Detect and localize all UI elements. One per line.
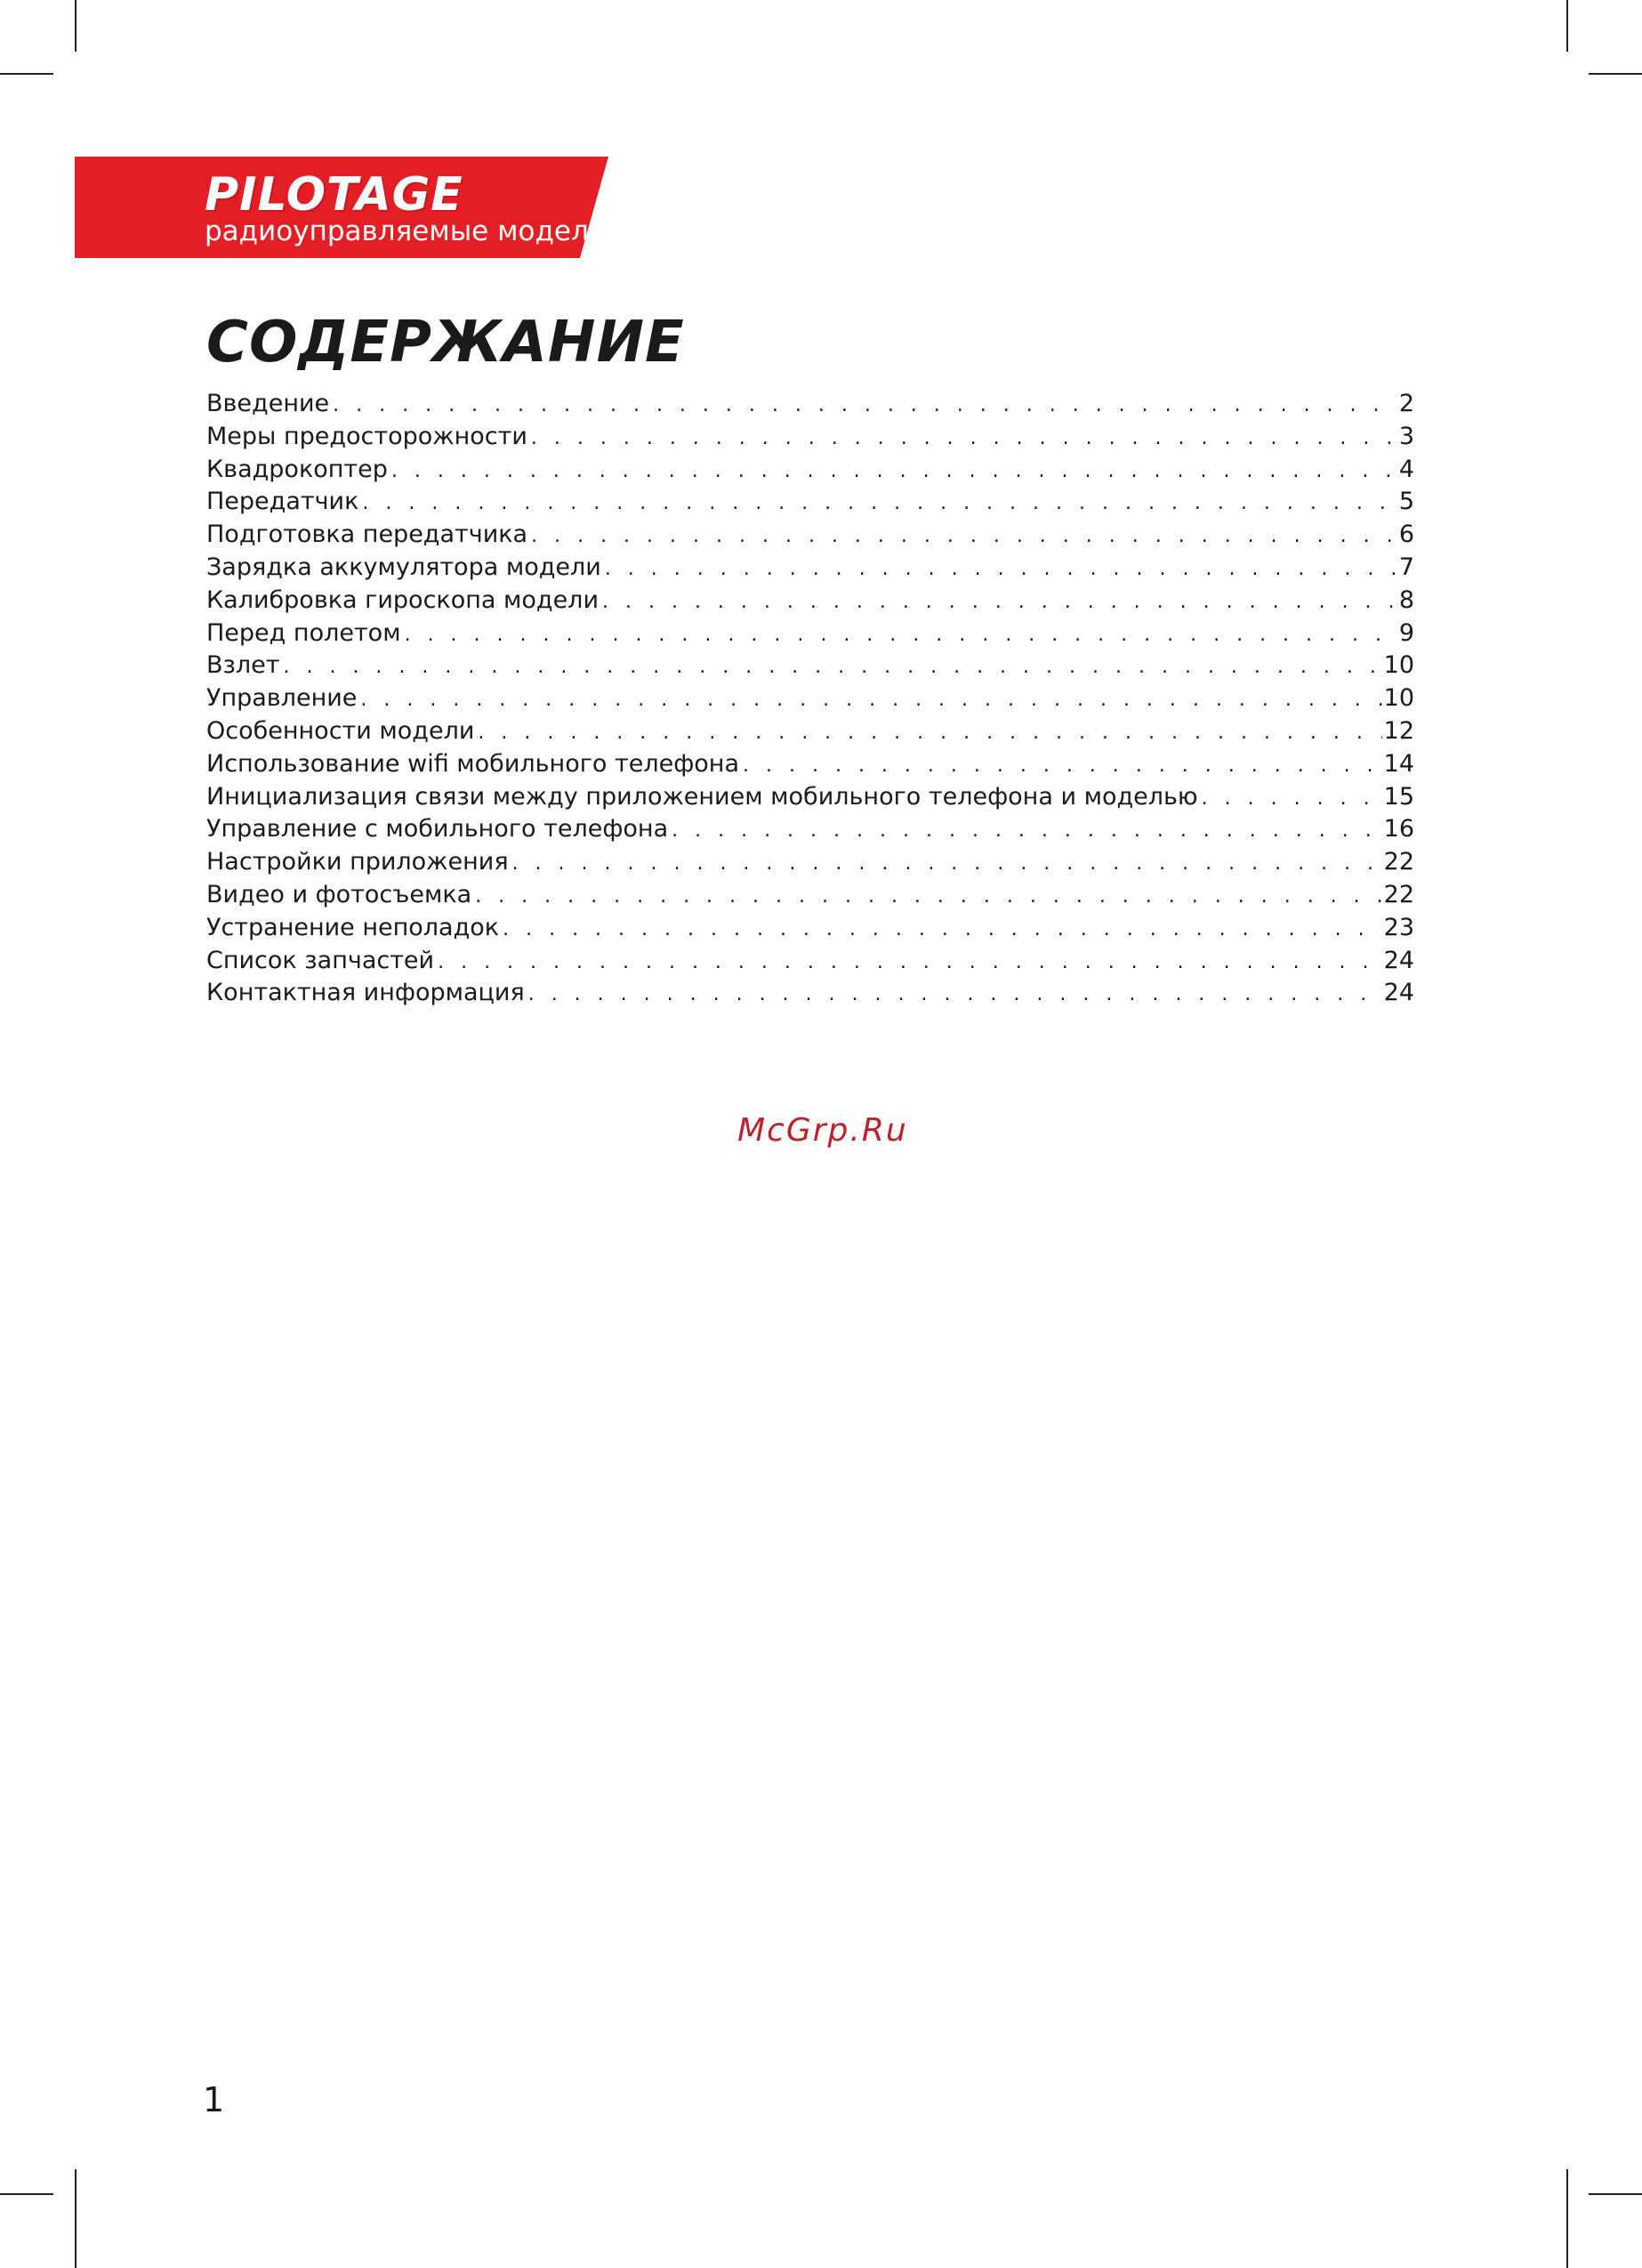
crop-mark bbox=[1566, 0, 1568, 52]
toc-entry-title: Введение bbox=[206, 390, 330, 417]
toc-entry-title: Видео и фотосъемка bbox=[206, 880, 472, 908]
toc-leader-dots bbox=[605, 553, 1397, 586]
toc-entry[interactable] bbox=[206, 617, 1414, 650]
toc-leader-dots bbox=[503, 914, 1382, 947]
toc-leader-dots bbox=[672, 815, 1382, 848]
toc-entry[interactable] bbox=[206, 585, 1414, 617]
toc-entry[interactable] bbox=[206, 552, 1414, 585]
toc-entry[interactable] bbox=[206, 879, 1414, 912]
toc-entry-title: Настройки приложения bbox=[206, 848, 509, 876]
toc-entry[interactable] bbox=[206, 519, 1414, 552]
toc-entry[interactable] bbox=[206, 912, 1414, 945]
toc-entry-page: 3 bbox=[1398, 422, 1414, 450]
toc-entry-page: 22 bbox=[1383, 880, 1414, 908]
toc-leader-dots bbox=[360, 684, 1381, 717]
toc-entry[interactable] bbox=[206, 748, 1414, 781]
toc-entry-title: Перед полетом bbox=[206, 618, 401, 647]
toc-entry[interactable] bbox=[206, 682, 1414, 715]
toc-leader-dots bbox=[531, 423, 1397, 456]
table-of-contents bbox=[206, 388, 1414, 1010]
toc-leader-dots bbox=[1202, 783, 1382, 816]
toc-entry-title: Подготовка передатчика bbox=[206, 521, 528, 549]
toc-entry[interactable] bbox=[206, 715, 1414, 748]
toc-entry-page: 12 bbox=[1383, 716, 1414, 745]
toc-leader-dots bbox=[602, 586, 1397, 619]
toc-entry-title: Список запчастей bbox=[206, 946, 435, 974]
crop-mark bbox=[1589, 73, 1642, 75]
toc-entry-page: 10 bbox=[1383, 684, 1414, 713]
toc-leader-dots bbox=[391, 456, 1397, 488]
brand-name: PILOTAGE bbox=[205, 168, 463, 222]
toc-leader-dots bbox=[333, 390, 1397, 423]
toc-entry[interactable] bbox=[206, 454, 1414, 487]
toc-entry-page: 15 bbox=[1383, 782, 1414, 811]
crop-mark bbox=[75, 2169, 76, 2268]
crop-mark bbox=[75, 0, 76, 52]
toc-entry[interactable] bbox=[206, 945, 1414, 978]
crop-mark bbox=[0, 73, 53, 75]
toc-leader-dots bbox=[512, 848, 1382, 881]
crop-mark bbox=[0, 2193, 53, 2195]
toc-entry[interactable] bbox=[206, 650, 1414, 682]
toc-entry-page: 2 bbox=[1398, 390, 1414, 417]
toc-entry-title: Передатчик bbox=[206, 488, 359, 516]
toc-leader-dots bbox=[531, 521, 1397, 553]
toc-entry-title: Зарядка аккумулятора модели bbox=[206, 553, 601, 581]
toc-entry[interactable] bbox=[206, 846, 1414, 879]
toc-entry-page: 7 bbox=[1398, 553, 1414, 581]
toc-entry[interactable] bbox=[206, 486, 1414, 519]
brand-logo bbox=[75, 157, 608, 258]
watermark: McGrp.Ru bbox=[737, 1112, 908, 1149]
toc-entry-page: 4 bbox=[1398, 455, 1414, 483]
toc-entry-title: Контактная информация bbox=[206, 979, 525, 1007]
toc-entry-title: Калибровка гироскопа модели bbox=[206, 585, 599, 614]
toc-entry-page: 10 bbox=[1383, 651, 1414, 680]
toc-leader-dots bbox=[478, 717, 1381, 750]
toc-entry-title: Взлет bbox=[206, 651, 280, 680]
toc-entry-page: 24 bbox=[1383, 946, 1414, 974]
toc-entry[interactable] bbox=[206, 421, 1414, 454]
toc-entry[interactable] bbox=[206, 781, 1414, 814]
toc-leader-dots bbox=[743, 750, 1382, 783]
crop-mark bbox=[1566, 2169, 1568, 2268]
toc-entry-page: 14 bbox=[1383, 749, 1414, 778]
toc-entry-page: 22 bbox=[1383, 848, 1414, 876]
toc-entry-title: Управление bbox=[206, 684, 358, 713]
toc-entry[interactable] bbox=[206, 813, 1414, 846]
toc-leader-dots bbox=[362, 488, 1397, 521]
brand-tagline: радиоуправляемые модели bbox=[205, 215, 607, 247]
toc-entry-page: 16 bbox=[1383, 815, 1414, 843]
toc-entry-title: Управление с мобильного телефона bbox=[206, 815, 669, 843]
toc-entry-page: 24 bbox=[1383, 979, 1414, 1007]
toc-entry-title: Использование wifi мобильного телефона bbox=[206, 749, 740, 778]
toc-leader-dots bbox=[405, 619, 1397, 652]
toc-entry-page: 8 bbox=[1398, 585, 1414, 614]
toc-leader-dots bbox=[438, 947, 1382, 980]
toc-entry[interactable] bbox=[206, 388, 1414, 421]
toc-entry-title: Меры предосторожности bbox=[206, 422, 527, 450]
page-number: 1 bbox=[203, 2080, 225, 2119]
crop-mark bbox=[1589, 2193, 1642, 2195]
toc-entry-page: 5 bbox=[1398, 488, 1414, 516]
toc-leader-dots bbox=[283, 651, 1381, 684]
toc-leader-dots bbox=[528, 979, 1382, 1012]
toc-entry-title: Инициализация связи между приложением мобильного телефона и моделью bbox=[206, 782, 1198, 811]
toc-leader-dots bbox=[475, 881, 1381, 914]
toc-entry-page: 9 bbox=[1398, 618, 1414, 647]
toc-entry-title: Квадрокоптер bbox=[206, 455, 388, 483]
toc-entry-page: 6 bbox=[1398, 521, 1414, 549]
toc-entry[interactable] bbox=[206, 977, 1414, 1010]
toc-entry-title: Устранение неполадок bbox=[206, 913, 500, 941]
page-title: СОДЕРЖАНИЕ bbox=[206, 310, 685, 375]
toc-entry-page: 23 bbox=[1383, 913, 1414, 941]
toc-entry-title: Особенности модели bbox=[206, 716, 475, 745]
